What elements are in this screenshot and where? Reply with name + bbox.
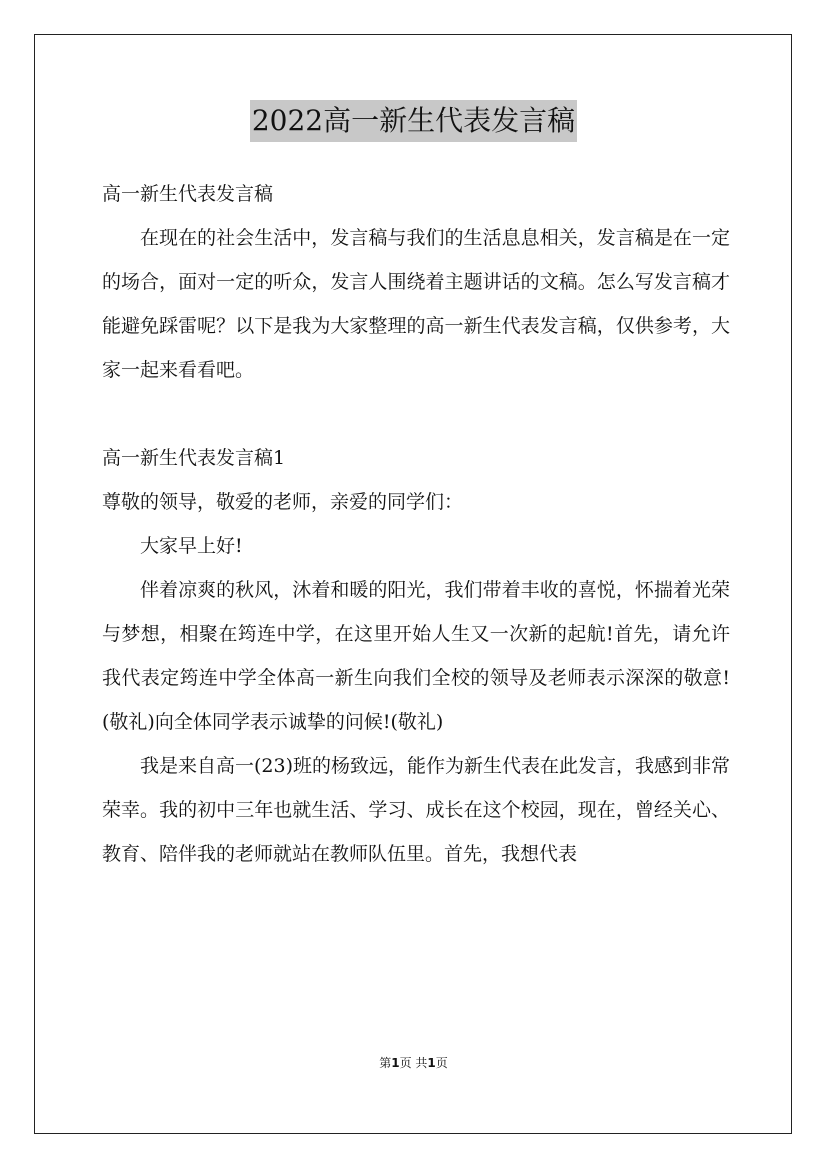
body-paragraph: 我是来自高一(23)班的杨致远，能作为新生代表在此发言，我感到非常荣幸。我的初中三年也就生活、学习、成长在这个校园，现在，曾经关心、教育、陪伴我的老师就站在教师队伍里。首先，我想代表 [102, 755, 731, 865]
greeting: 大家早上好! [140, 535, 243, 557]
title-container [0, 100, 827, 142]
paragraph-gap [102, 392, 730, 436]
salutation: 尊敬的领导，敬爱的老师，亲爱的同学们： [102, 491, 464, 513]
intro-paragraph: 在现在的社会生活中，发言稿与我们的生活息息相关，发言稿是在一定的场合，面对一定的听众，发言人围绕着主题讲话的文稿。怎么写发言稿才能避免踩雷呢？以下是我为大家整理的高一新生代表发言稿，仅供参考，大家一起来看看吧。 [102, 227, 730, 381]
page-footer [0, 1054, 827, 1072]
document-title: 2022高一新生代表发言稿 [250, 100, 577, 142]
page-prefix: 第 [379, 1056, 392, 1070]
page-suffix: 页 [435, 1056, 448, 1070]
page-current: 1 [391, 1056, 400, 1070]
page-mid: 页 共 [399, 1056, 428, 1070]
body-paragraph: 伴着凉爽的秋风，沐着和暖的阳光，我们带着丰收的喜悦，怀揣着光荣与梦想，相聚在筠连中学，在这里开始人生又一次新的起航!首先，请允许我代表定筠连中学全体高一新生向我们全校的领导及老师表示深深的敬意!(敬礼)向全体同学表示诚挚的问候!(敬礼) [102, 579, 730, 733]
subtitle: 高一新生代表发言稿 [102, 183, 274, 205]
document-body [102, 172, 730, 876]
section-heading: 高一新生代表发言稿1 [102, 447, 286, 469]
page-total: 1 [427, 1056, 436, 1070]
